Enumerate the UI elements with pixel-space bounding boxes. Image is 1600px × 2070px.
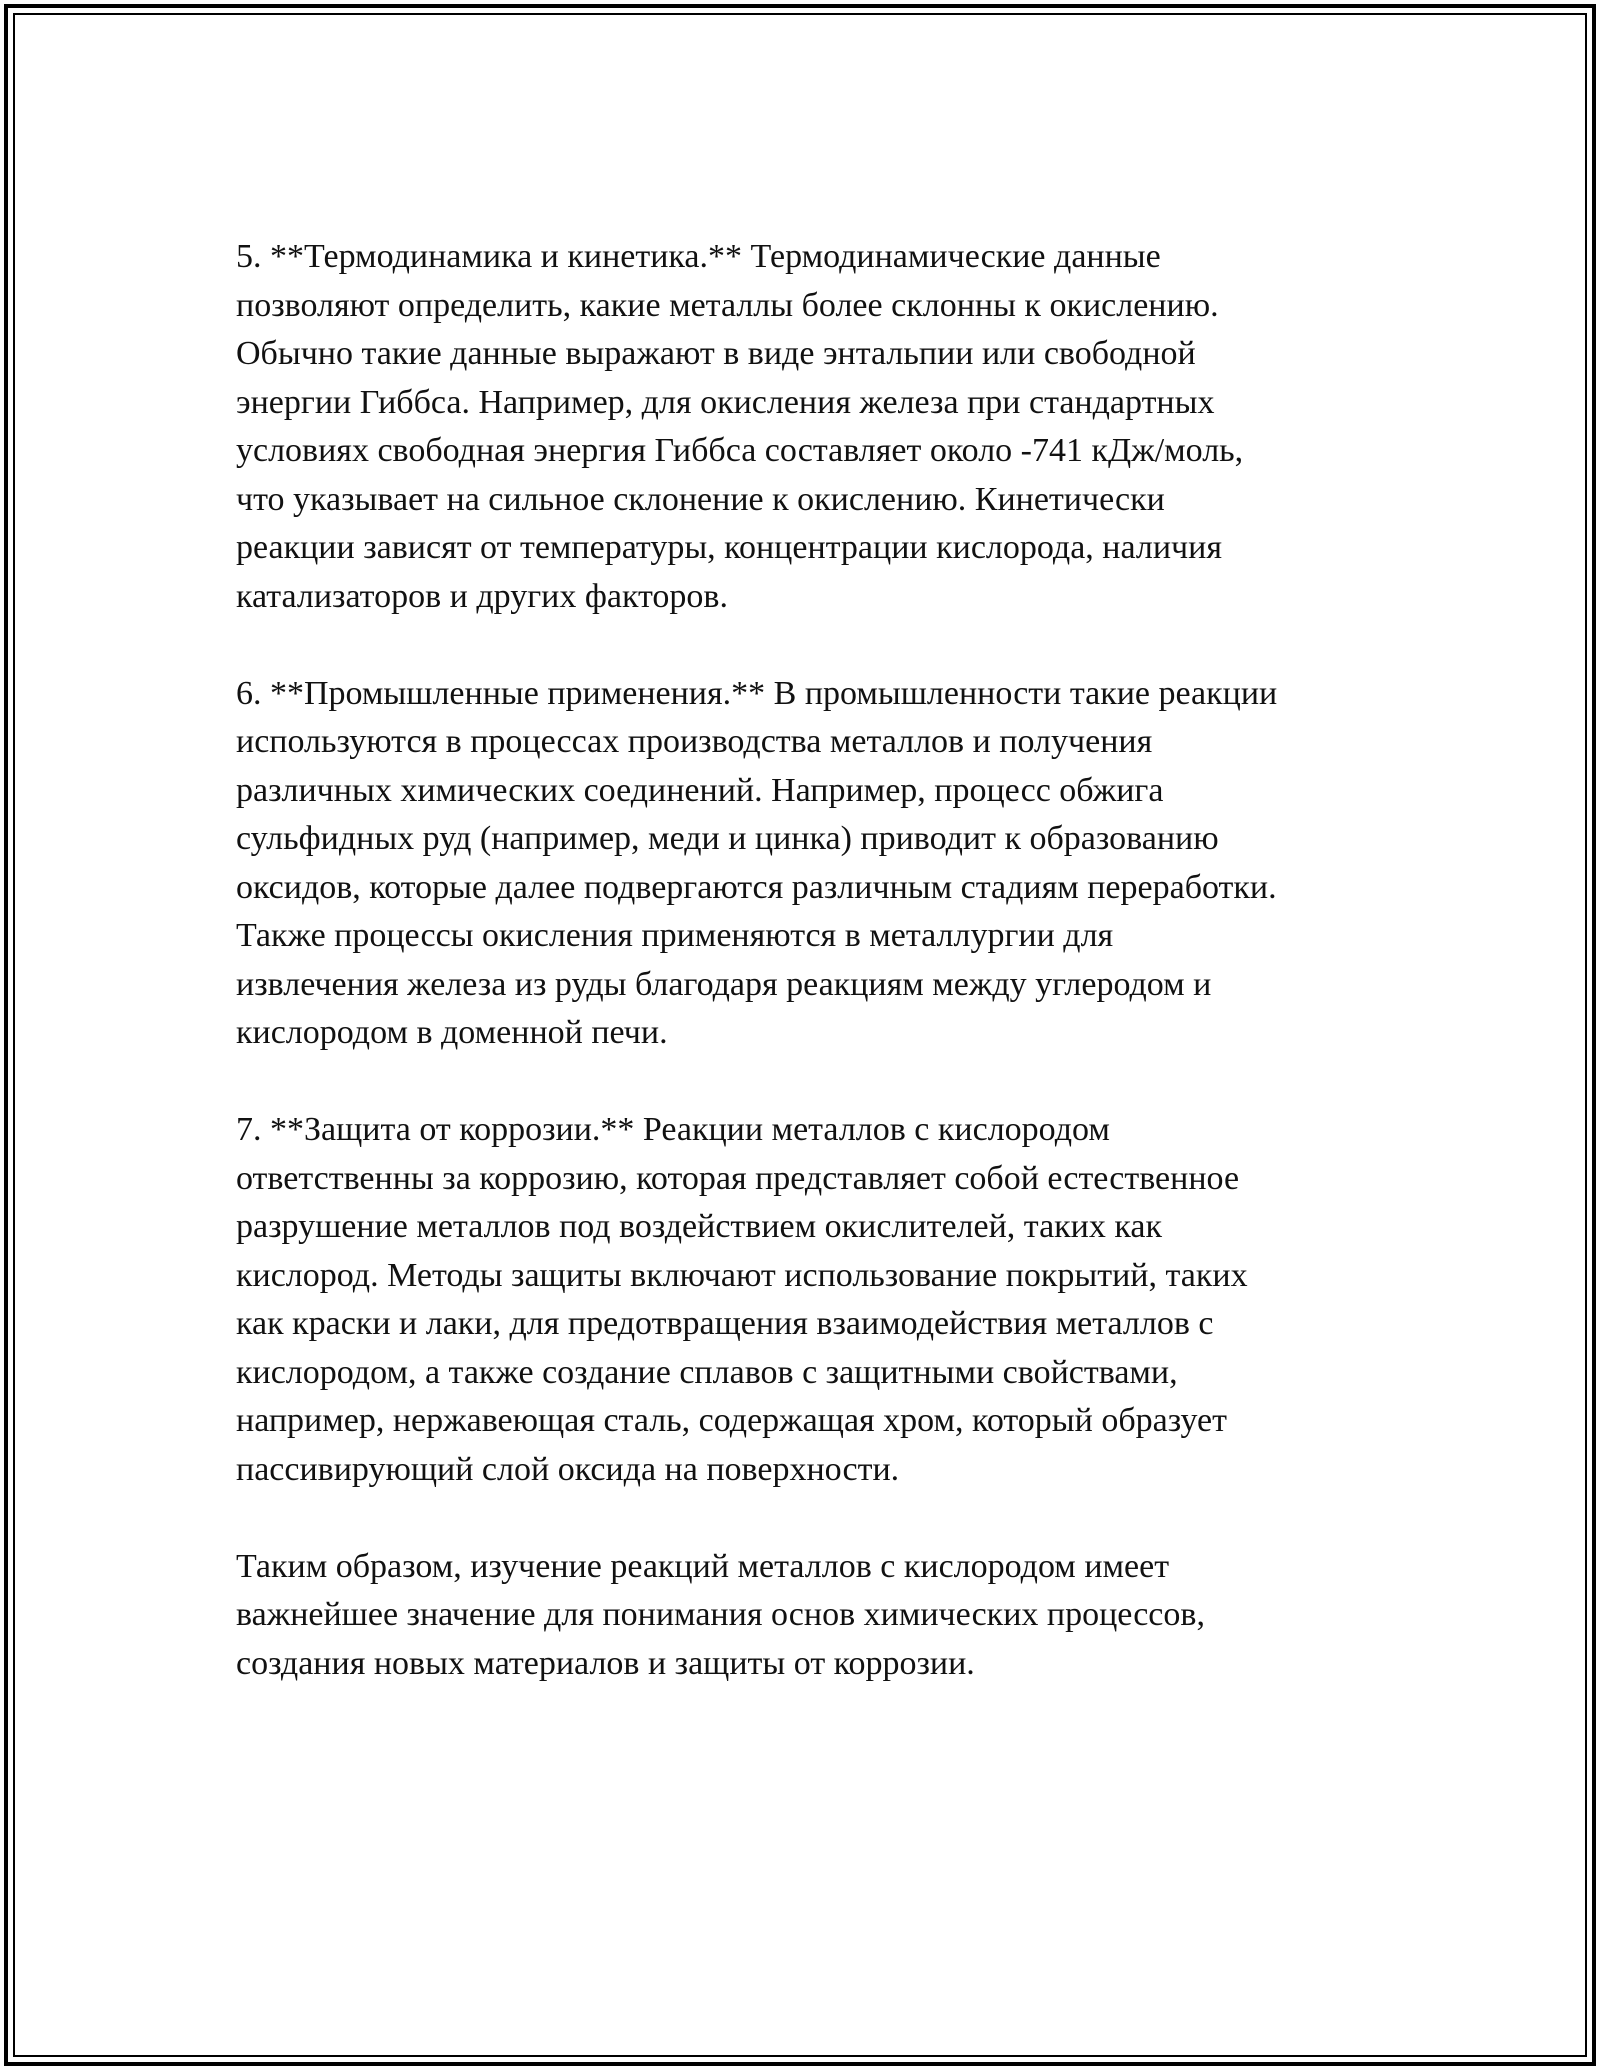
paragraph-conclusion: Таким образом, изучение реакций металлов с кислородом имеет важнейшее значение для понимания основ химических процессов, создания новых материалов и защиты от коррозии. bbox=[236, 1547, 1205, 1682]
paragraph-industrial-applications: 6. **Промышленные применения.** В промышленности такие реакции используются в процессах производства металлов и получения различных химических соединений. Например, процесс обжига сульфидных руд (например, меди и цинка) приводит к образованию оксидов, которые далее подвергаются различным стадиям переработки. Также процессы окисления применяются в металлургии для извлечения железа из руды благодаря реакциям между углеродом и кислородом в доменной печи. bbox=[236, 674, 1278, 1051]
document-body bbox=[236, 233, 1386, 1737]
paragraph-thermodynamics: 5. **Термодинамика и кинетика.** Термодинамические данные позволяют определить, какие металлы более склонны к окислению. Обычно такие данные выражают в виде энтальпии или свободной энергии Гиббса. Например, для окисления железа при стандартных условиях свободная энергия Гиббса составляет около -741 кДж/моль, что указывает на сильное склонение к окислению. Кинетически реакции зависят от температуры, концентрации кислорода, наличия катализаторов и других факторов. bbox=[236, 238, 1244, 615]
paragraph-corrosion-protection: 7. **Защита от коррозии.** Реакции металлов с кислородом ответственны за коррозию, которая представляет собой естественное разрушение металлов под воздействием окислителей, таких как кислород. Методы защиты включают использование покрытий, таких как краски и лаки, для предотвращения взаимодействия металлов с кислородом, а также создание сплавов с защитными свойствами, например, нержавеющая сталь, содержащая хром, который образует пассивирующий слой оксида на поверхности. bbox=[236, 1111, 1248, 1488]
